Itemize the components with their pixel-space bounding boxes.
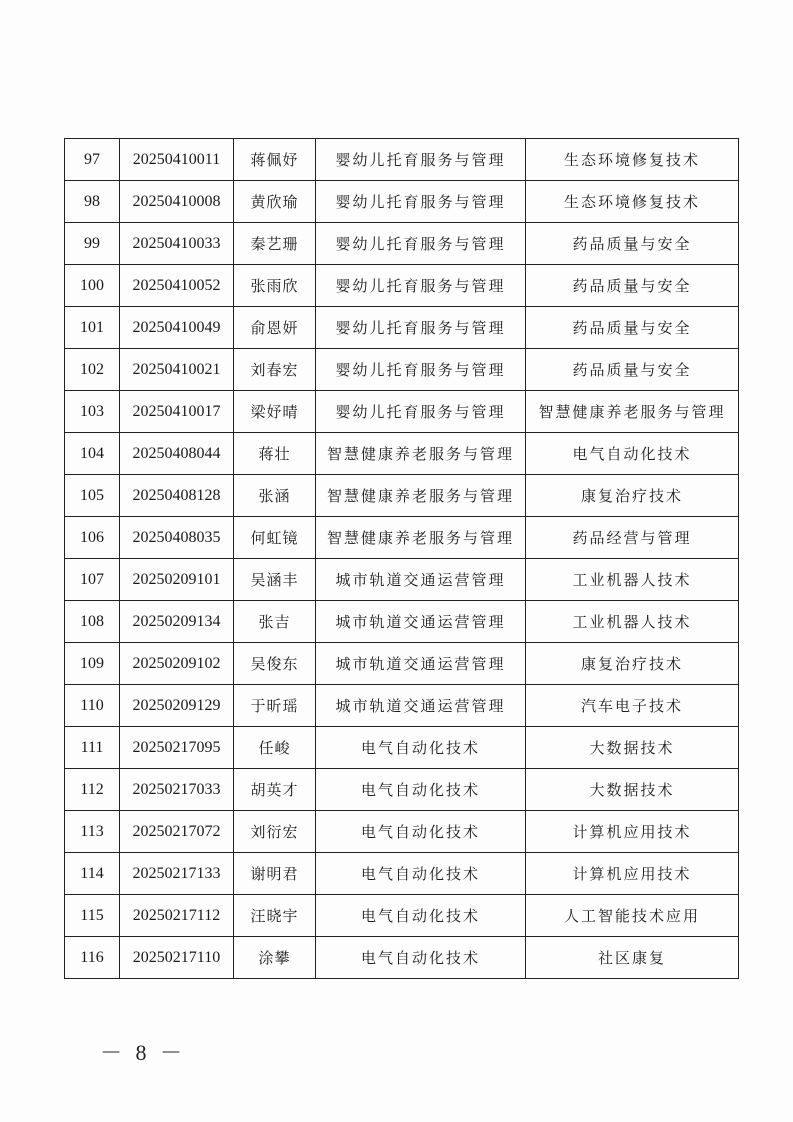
table-row (65, 769, 739, 811)
target-major: 大数据技术 (526, 727, 739, 769)
student-id: 20250408035 (120, 517, 234, 559)
target-major: 计算机应用技术 (526, 853, 739, 895)
row-number: 102 (65, 349, 120, 391)
target-major: 智慧健康养老服务与管理 (526, 391, 739, 433)
row-number: 115 (65, 895, 120, 937)
table-row (65, 391, 739, 433)
student-name: 汪晓宇 (234, 895, 316, 937)
original-major: 婴幼儿托育服务与管理 (316, 391, 526, 433)
table-row (65, 349, 739, 391)
student-id: 20250217033 (120, 769, 234, 811)
student-name: 吴俊东 (234, 643, 316, 685)
student-name: 黄欣瑜 (234, 181, 316, 223)
student-roster-table (64, 138, 739, 979)
student-name: 蒋壮 (234, 433, 316, 475)
original-major: 婴幼儿托育服务与管理 (316, 139, 526, 181)
original-major: 婴幼儿托育服务与管理 (316, 181, 526, 223)
target-major: 生态环境修复技术 (526, 181, 739, 223)
student-name: 胡英才 (234, 769, 316, 811)
student-name: 俞恩妍 (234, 307, 316, 349)
target-major: 大数据技术 (526, 769, 739, 811)
student-name: 涂攀 (234, 937, 316, 979)
student-id: 20250410052 (120, 265, 234, 307)
target-major: 社区康复 (526, 937, 739, 979)
student-id: 20250217095 (120, 727, 234, 769)
target-major: 药品质量与安全 (526, 265, 739, 307)
student-id: 20250410011 (120, 139, 234, 181)
table-row (65, 685, 739, 727)
target-major: 工业机器人技术 (526, 601, 739, 643)
table-row (65, 517, 739, 559)
row-number: 104 (65, 433, 120, 475)
student-id: 20250410017 (120, 391, 234, 433)
original-major: 电气自动化技术 (316, 811, 526, 853)
original-major: 婴幼儿托育服务与管理 (316, 223, 526, 265)
row-number: 103 (65, 391, 120, 433)
student-id: 20250410033 (120, 223, 234, 265)
student-name: 谢明君 (234, 853, 316, 895)
table-row (65, 937, 739, 979)
student-name: 张吉 (234, 601, 316, 643)
target-major: 电气自动化技术 (526, 433, 739, 475)
target-major: 康复治疗技术 (526, 643, 739, 685)
student-name: 任峻 (234, 727, 316, 769)
table-row (65, 727, 739, 769)
original-major: 电气自动化技术 (316, 937, 526, 979)
table-row (65, 811, 739, 853)
row-number: 101 (65, 307, 120, 349)
student-id: 20250217110 (120, 937, 234, 979)
row-number: 112 (65, 769, 120, 811)
original-major: 电气自动化技术 (316, 727, 526, 769)
row-number: 116 (65, 937, 120, 979)
row-number: 110 (65, 685, 120, 727)
original-major: 智慧健康养老服务与管理 (316, 433, 526, 475)
student-id: 20250410008 (120, 181, 234, 223)
student-name: 秦艺珊 (234, 223, 316, 265)
student-id: 20250217072 (120, 811, 234, 853)
student-id: 20250410049 (120, 307, 234, 349)
student-id: 20250209101 (120, 559, 234, 601)
student-id: 20250209102 (120, 643, 234, 685)
student-name: 梁妤晴 (234, 391, 316, 433)
student-id: 20250217133 (120, 853, 234, 895)
table-row (65, 181, 739, 223)
original-major: 智慧健康养老服务与管理 (316, 475, 526, 517)
target-major: 康复治疗技术 (526, 475, 739, 517)
page-number: － 8 － (100, 1040, 187, 1065)
row-number: 106 (65, 517, 120, 559)
original-major: 电气自动化技术 (316, 853, 526, 895)
student-name: 刘春宏 (234, 349, 316, 391)
table-row (65, 307, 739, 349)
row-number: 111 (65, 727, 120, 769)
table-row (65, 559, 739, 601)
target-major: 药品质量与安全 (526, 349, 739, 391)
target-major: 生态环境修复技术 (526, 139, 739, 181)
table-row (65, 139, 739, 181)
row-number: 98 (65, 181, 120, 223)
original-major: 电气自动化技术 (316, 769, 526, 811)
row-number: 109 (65, 643, 120, 685)
student-name: 蒋佩妤 (234, 139, 316, 181)
table-row (65, 223, 739, 265)
original-major: 婴幼儿托育服务与管理 (316, 307, 526, 349)
original-major: 电气自动化技术 (316, 895, 526, 937)
table-row (65, 475, 739, 517)
target-major: 人工智能技术应用 (526, 895, 739, 937)
roster-body (65, 139, 739, 979)
target-major: 药品经营与管理 (526, 517, 739, 559)
student-name: 张涵 (234, 475, 316, 517)
row-number: 113 (65, 811, 120, 853)
student-name: 吴涵丰 (234, 559, 316, 601)
student-id: 20250209134 (120, 601, 234, 643)
row-number: 105 (65, 475, 120, 517)
target-major: 汽车电子技术 (526, 685, 739, 727)
original-major: 婴幼儿托育服务与管理 (316, 265, 526, 307)
table-row (65, 643, 739, 685)
original-major: 城市轨道交通运营管理 (316, 685, 526, 727)
original-major: 城市轨道交通运营管理 (316, 601, 526, 643)
row-number: 108 (65, 601, 120, 643)
student-name: 于昕瑶 (234, 685, 316, 727)
original-major: 城市轨道交通运营管理 (316, 559, 526, 601)
original-major: 婴幼儿托育服务与管理 (316, 349, 526, 391)
student-name: 刘衍宏 (234, 811, 316, 853)
table-row (65, 853, 739, 895)
student-id: 20250209129 (120, 685, 234, 727)
table-row (65, 601, 739, 643)
row-number: 107 (65, 559, 120, 601)
original-major: 智慧健康养老服务与管理 (316, 517, 526, 559)
table-row (65, 265, 739, 307)
table-row (65, 433, 739, 475)
student-name: 张雨欣 (234, 265, 316, 307)
target-major: 工业机器人技术 (526, 559, 739, 601)
target-major: 药品质量与安全 (526, 307, 739, 349)
table-row (65, 895, 739, 937)
student-name: 何虹镜 (234, 517, 316, 559)
row-number: 100 (65, 265, 120, 307)
student-id: 20250408128 (120, 475, 234, 517)
student-id: 20250217112 (120, 895, 234, 937)
target-major: 药品质量与安全 (526, 223, 739, 265)
row-number: 97 (65, 139, 120, 181)
original-major: 城市轨道交通运营管理 (316, 643, 526, 685)
row-number: 114 (65, 853, 120, 895)
target-major: 计算机应用技术 (526, 811, 739, 853)
student-id: 20250408044 (120, 433, 234, 475)
student-id: 20250410021 (120, 349, 234, 391)
row-number: 99 (65, 223, 120, 265)
